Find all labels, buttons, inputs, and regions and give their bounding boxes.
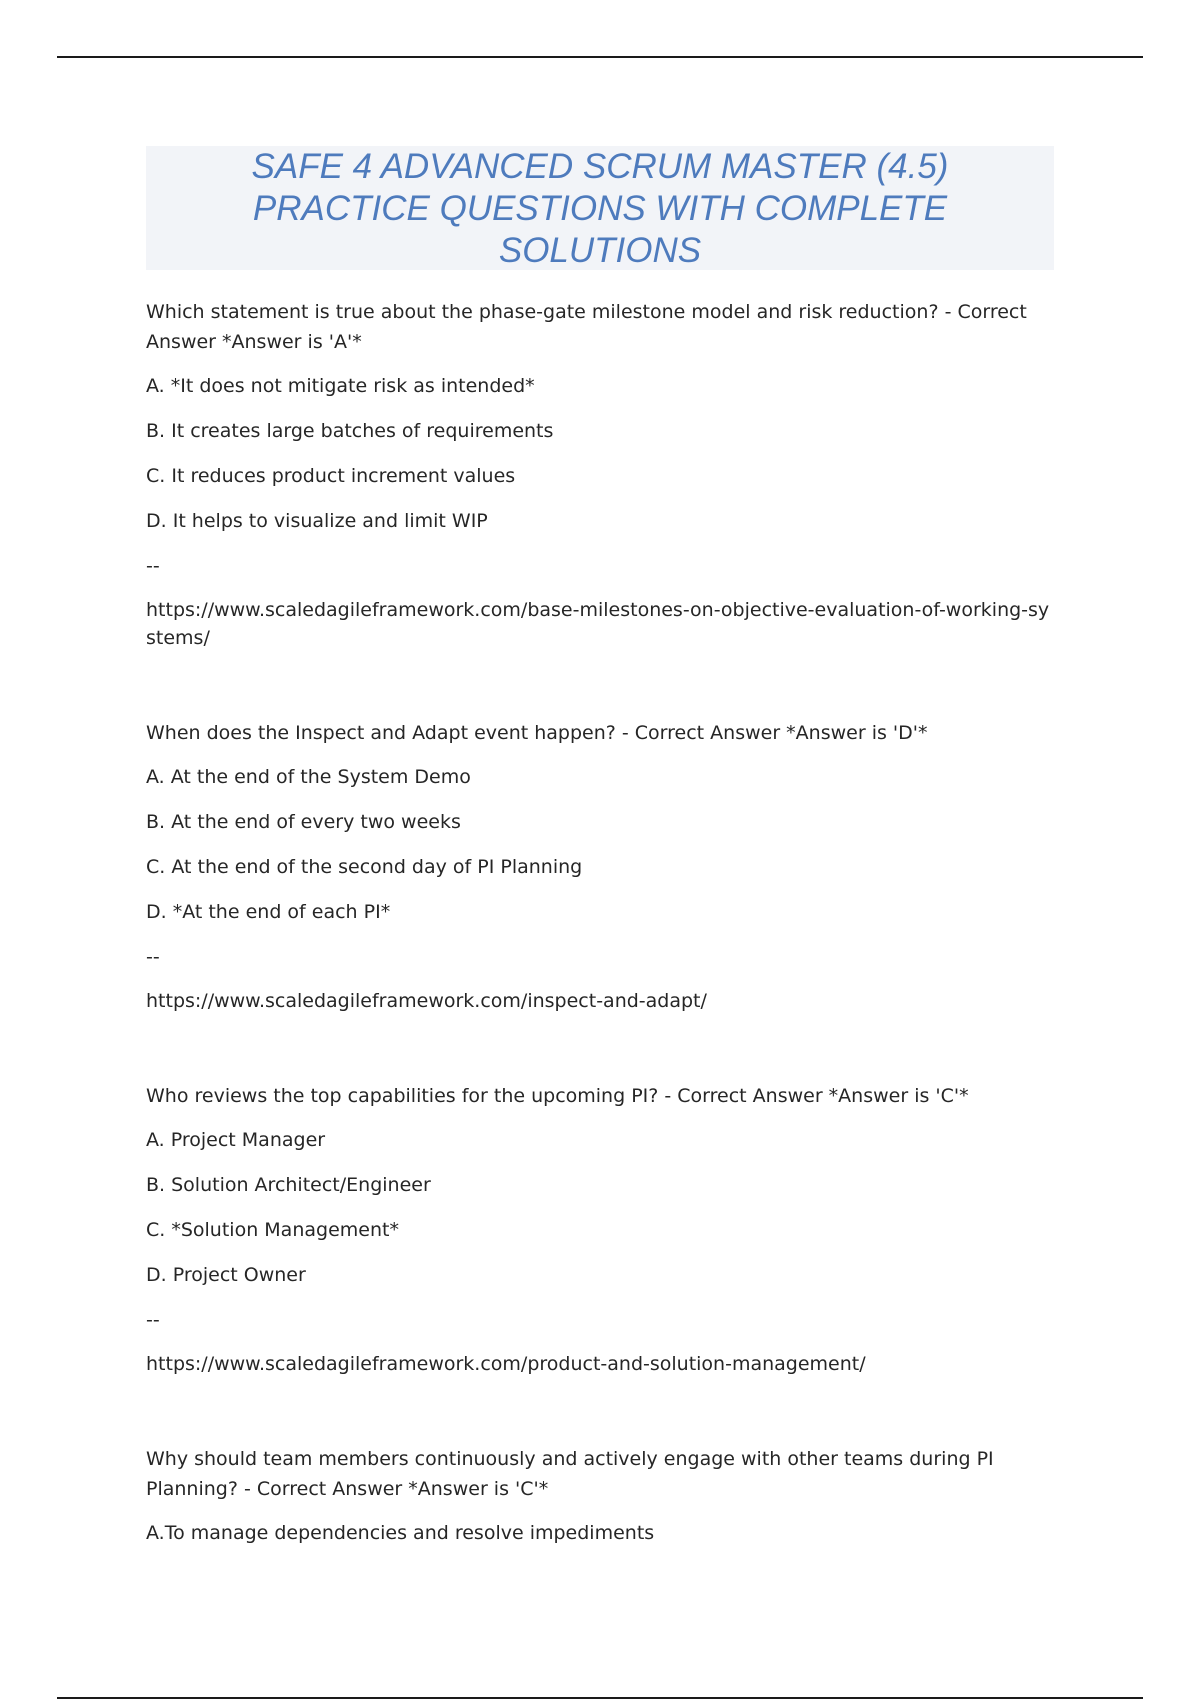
separator: -- bbox=[146, 946, 160, 968]
answer-option-a: A. *It does not mitigate risk as intended* bbox=[146, 375, 535, 397]
bottom-rule bbox=[57, 1697, 1143, 1699]
answer-option-b: B. Solution Architect/Engineer bbox=[146, 1174, 431, 1196]
question-text: Why should team members continuously and actively engage with other teams during PI Planning? - Correct Answer *Answer is 'C'* bbox=[146, 1448, 994, 1500]
question-text: Who reviews the top capabilities for the upcoming PI? - Correct Answer *Answer is 'C'* bbox=[146, 1085, 969, 1107]
title-line-1: SAFE 4 ADVANCED SCRUM MASTER (4.5) bbox=[251, 147, 949, 186]
answer-option-b: B. At the end of every two weeks bbox=[146, 811, 461, 833]
title-line-2: PRACTICE QUESTIONS WITH COMPLETE bbox=[252, 189, 948, 228]
question-4 bbox=[146, 1444, 1056, 1549]
answer-option-a: A. Project Manager bbox=[146, 1129, 326, 1151]
answer-option-c: C. At the end of the second day of PI Planning bbox=[146, 856, 583, 878]
answer-option-d: D. Project Owner bbox=[146, 1264, 306, 1286]
reference-link[interactable]: https://www.scaledagileframework.com/inspect-and-adapt/ bbox=[146, 990, 707, 1012]
reference-link[interactable]: https://www.scaledagileframework.com/product-and-solution-management/ bbox=[146, 1353, 866, 1375]
question-3 bbox=[146, 1081, 1056, 1378]
title-line-3: SOLUTIONS bbox=[498, 231, 702, 270]
answer-option-a: A.To manage dependencies and resolve impediments bbox=[146, 1522, 655, 1544]
answer-option-c: C. It reduces product increment values bbox=[146, 465, 516, 487]
document-title bbox=[146, 146, 1054, 272]
answer-option-a: A. At the end of the System Demo bbox=[146, 766, 471, 788]
question-text: When does the Inspect and Adapt event happen? - Correct Answer *Answer is 'D'* bbox=[146, 722, 928, 744]
questions-list bbox=[146, 297, 1056, 1549]
reference-link[interactable]: https://www.scaledagileframework.com/base-milestones-on-objective-evaluation-of-working-systems/ bbox=[146, 599, 1050, 649]
separator: -- bbox=[146, 1309, 160, 1331]
answer-option-c: C. *Solution Management* bbox=[146, 1219, 399, 1241]
question-2 bbox=[146, 718, 1056, 1015]
answer-option-b: B. It creates large batches of requirements bbox=[146, 420, 554, 442]
question-text: Which statement is true about the phase-gate milestone model and risk reduction? - Correct Answer *Answer is 'A'* bbox=[146, 301, 1027, 353]
answer-option-d: D. *At the end of each PI* bbox=[146, 901, 391, 923]
separator: -- bbox=[146, 555, 160, 577]
answer-option-d: D. It helps to visualize and limit WIP bbox=[146, 510, 488, 532]
top-rule bbox=[57, 56, 1143, 58]
question-1 bbox=[146, 297, 1056, 652]
title-banner bbox=[146, 146, 1054, 270]
